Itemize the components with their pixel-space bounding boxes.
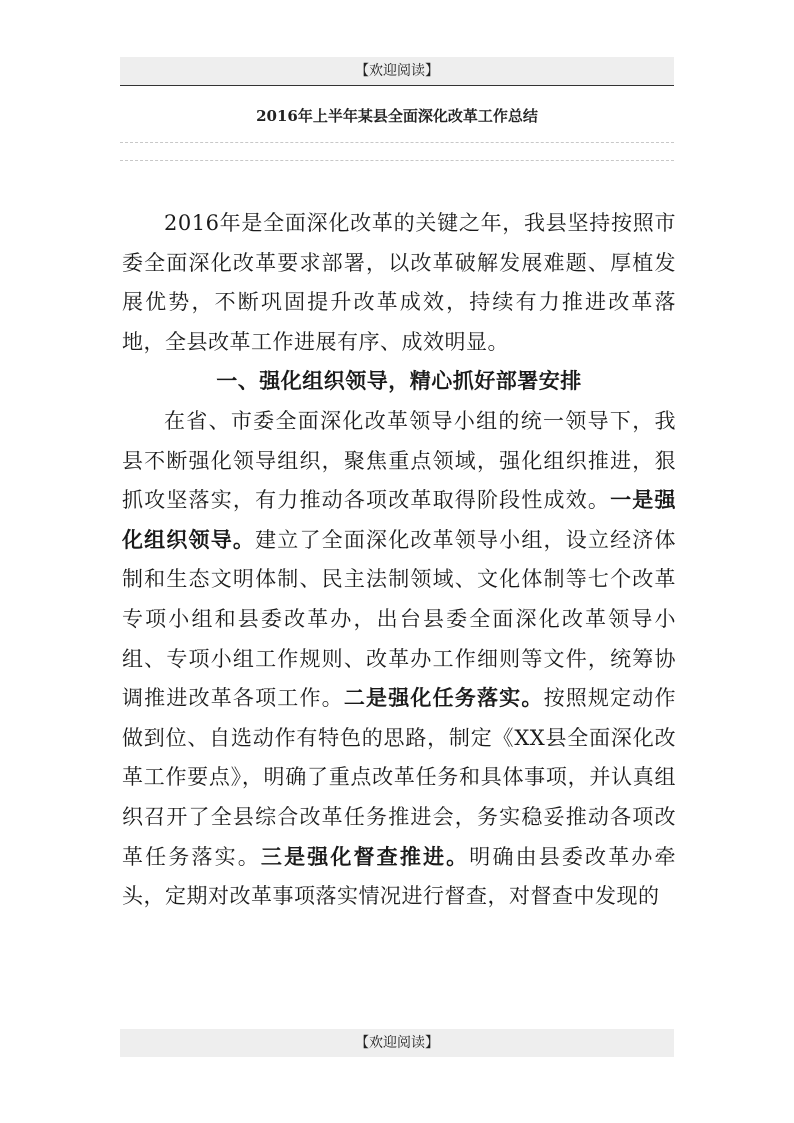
point1-text: 建立了全面深化改革领导小组，设立经济体制和生态文明体制、民主法制领域、文化体制等七个改革专项小组和县委改革办，出台县委全面深化改革领导小组、专项小组工作规则、改革办工作细则等文件，统筹协调推进改革各项工作。	[122, 527, 676, 711]
intro-paragraph: 2016年是全面深化改革的关键之年，我县坚持按照市委全面深化改革要求部署，以改革破解发展难题、厚植发展优势，不断巩固提升改革成效，持续有力推进改革落地，全县改革工作进展有序、成效明显。	[122, 211, 676, 354]
point1-title: 一是强化组织领导。	[122, 488, 676, 552]
point3-title: 三是强化督查推进。	[260, 844, 470, 869]
section-heading: 一、强化组织领导，精心抓好部署安排	[216, 369, 582, 394]
page-header-label: 【欢迎阅读】	[355, 63, 439, 79]
document-body	[122, 204, 676, 917]
section-paragraph	[122, 402, 676, 917]
page-footer-band	[120, 1029, 674, 1057]
point3-text: 明确由县委改革办牵头，定期对改革事项落实情况进行督查，对督查中发现的	[122, 844, 677, 909]
page-footer-label: 【欢迎阅读】	[355, 1035, 439, 1051]
point2-title: 二是强化任务落实。	[343, 686, 544, 711]
dashed-divider-top	[120, 142, 674, 143]
document-title: 2016年上半年某县全面深化改革工作总结	[256, 107, 538, 125]
page-header-band	[120, 57, 674, 86]
section-lead-text: 在省、市委全面深化改革领导小组的统一领导下，我县不断强化领导组织，聚焦重点领域，强化组织推进，狠抓攻坚落实，有力推动各项改革取得阶段性成效。	[122, 408, 676, 513]
dashed-divider-bottom	[120, 160, 674, 161]
point2-text: 按照规定动作做到位、自选动作有特色的思路，制定《XX县全面深化改革工作要点》，明确了重点改革任务和具体事项，并认真组织召开了全县综合改革任务推进会，务实稳妥推动各项改革任务落实。	[122, 686, 676, 869]
